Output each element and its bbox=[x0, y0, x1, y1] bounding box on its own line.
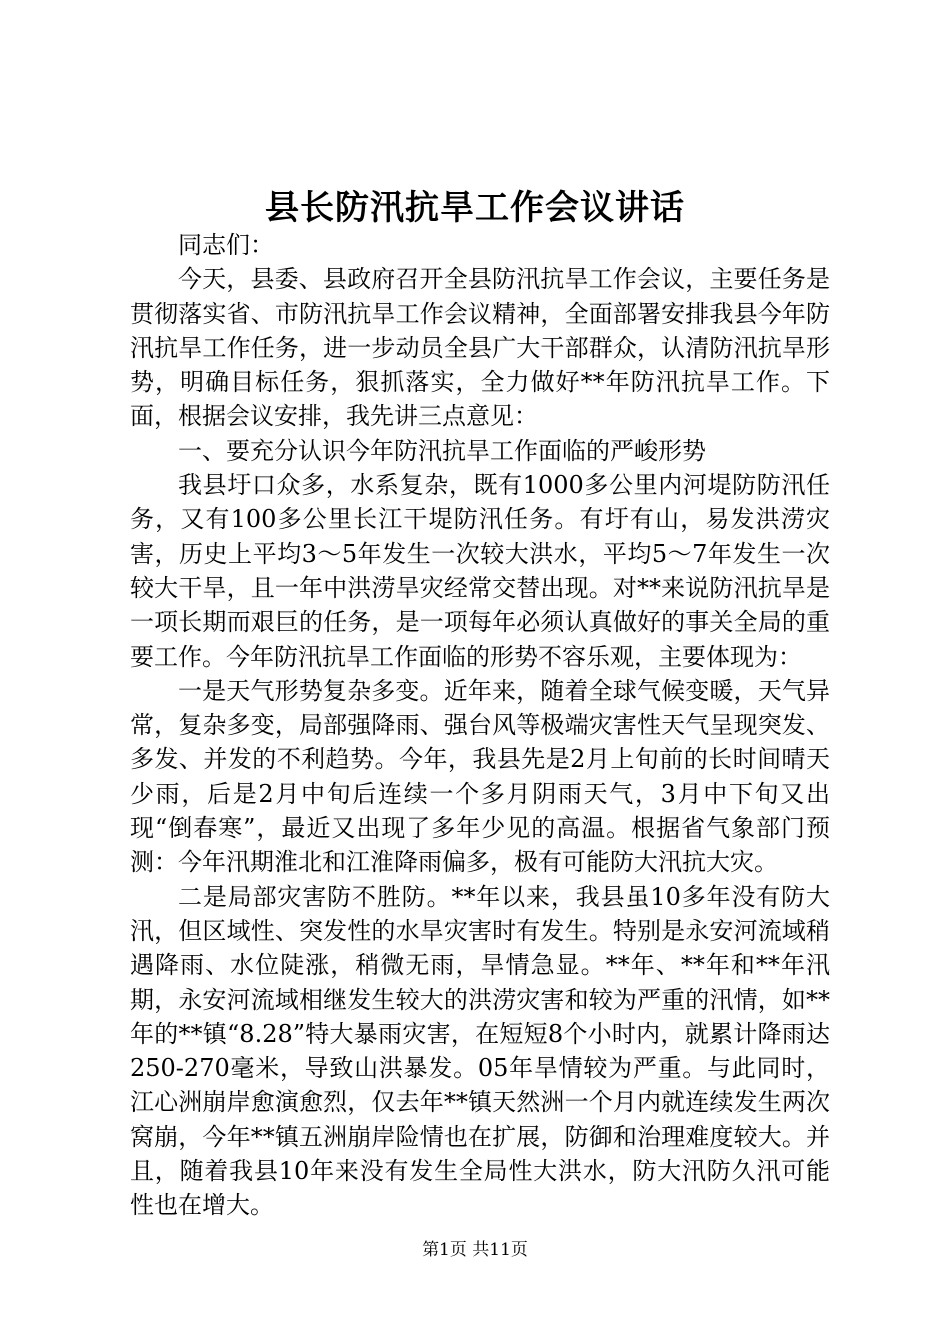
salutation: 同志们： bbox=[178, 231, 274, 259]
paragraph-intro: 今天，县委、县政府召开全县防汛抗旱工作会议，主要任务是贯彻落实省、市防汛抗旱工作会议精神，全面部署安排我县今年防汛抗旱工作任务，进一步动员全县广大干部群众，认清防汛抗旱形势，明确目标任务，狠抓落实，全力做好**年防汛抗旱工作。下面，根据会议安排，我先讲三点意见： bbox=[130, 265, 830, 431]
page-number-footer: 第1页 共11页 bbox=[422, 1240, 528, 1260]
paragraph-county-situation: 我县圩口众多，水系复杂，既有1000多公里内河堤防防汛任务，又有100多公里长江干堤防汛任务。有圩有山，易发洪涝灾害，历史上平均3～5年发生一次较大洪水，平均5～7年发生一次较大干旱，且一年中洪涝旱灾经常交替出现。对**来说防汛抗旱是一项长期而艰巨的任务，是一项每年必须认真做好的事关全局的重要工作。今年防汛抗旱工作面临的形势不容乐观，主要体现为： bbox=[130, 471, 830, 671]
section-heading-1: 一、要充分认识今年防汛抗旱工作面临的严峻形势 bbox=[178, 436, 706, 465]
paragraph-local-disasters: 二是局部灾害防不胜防。**年以来，我县虽10多年没有防大汛，但区域性、突发性的水旱灾害时有发生。特别是永安河流域稍遇降雨、水位陡涨，稍微无雨，旱情急显。**年、**年和**年汛期，永安河流域相继发生较大的洪涝灾害和较为严重的汛情，如**年的**镇“8.28”特大暴雨灾害，在短短8个小时内，就累计降雨达250-270毫米，导致山洪暴发。05年旱情较为严重。与此同时，江心洲崩岸愈演愈烈，仅去年**镇天然洲一个月内就连续发生两次窝崩，今年**镇五洲崩岸险情也在扩展，防御和治理难度较大。并且，随着我县10年来没有发生全局性大洪水，防大汛防久汛可能性也在增大。 bbox=[130, 882, 830, 1220]
document-body bbox=[130, 228, 830, 1223]
paragraph-weather: 一是天气形势复杂多变。近年来，随着全球气候变暖，天气异常，复杂多变，局部强降雨、强台风等极端灾害性天气呈现突发、多发、并发的不利趋势。今年，我县先是2月上旬前的长时间晴天少雨，后是2月中旬后连续一个多月阴雨天气，3月中下旬又出现“倒春寒”，最近又出现了多年少见的高温。根据省气象部门预测：今年汛期淮北和江淮降雨偏多，极有可能防大汛抗大灾。 bbox=[130, 676, 830, 877]
document-title: 县长防汛抗旱工作会议讲话 bbox=[265, 188, 685, 228]
